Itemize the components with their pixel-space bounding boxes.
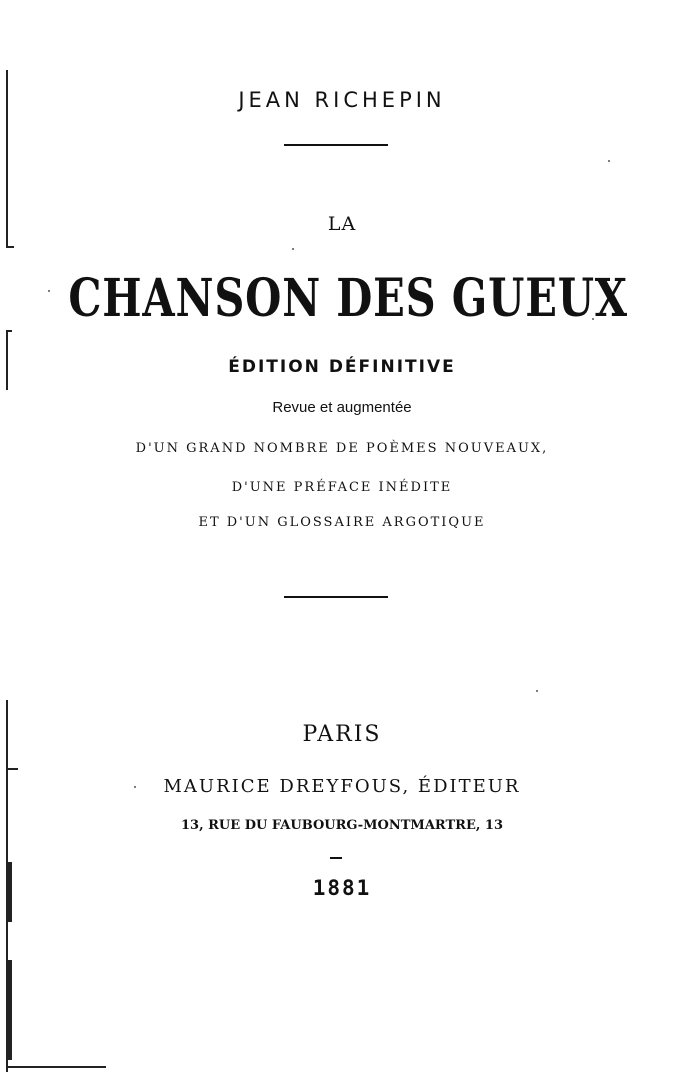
divider-dash [330,857,342,859]
divider-rule [284,144,388,146]
scan-edge-mark [6,768,18,770]
divider-rule [284,596,388,598]
scan-edge-mark [6,960,12,1060]
edition-subtitle: Revue et augmentée [272,399,412,416]
scan-speck [292,248,294,250]
publication-city: PARIS [302,722,382,747]
publication-year: 1881 [312,876,372,900]
edition-statement: ÉDITION DÉFINITIVE [228,357,456,377]
scan-speck [48,290,50,292]
scan-edge-mark [6,246,14,248]
book-title: CHANSON DES GUEUX [68,268,628,329]
scan-edge-mark [6,1066,106,1068]
publisher-name: MAURICE DREYFOUS, ÉDITEUR [163,776,521,797]
scan-edge-mark [6,330,12,332]
author-name: JEAN RICHEPIN [238,88,446,112]
edition-detail: D'UNE PRÉFACE INÉDITE [231,480,453,495]
scan-speck [608,160,610,162]
title-article: LA [327,213,357,235]
scan-speck [536,690,538,692]
edition-detail: ET D'UN GLOSSAIRE ARGOTIQUE [198,515,486,530]
edition-detail: D'UN GRAND NOMBRE DE POÈMES NOUVEAUX, [135,441,549,456]
publisher-address: 13, RUE DU FAUBOURG-MONTMARTRE, 13 [180,818,504,833]
